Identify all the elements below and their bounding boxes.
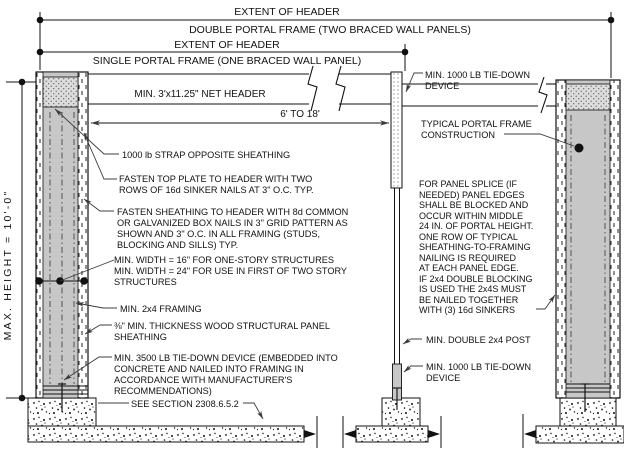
svg-text:SHEATHING: SHEATHING bbox=[114, 332, 167, 342]
svg-text:24 IN. OF PORTAL HEIGHT.: 24 IN. OF PORTAL HEIGHT. bbox=[419, 221, 534, 231]
left-sheathing-edge-right bbox=[78, 72, 88, 398]
portal-frame-anchor-dot bbox=[575, 144, 584, 153]
svg-text:MIN. WIDTH = 24" FOR USE IN FI: MIN. WIDTH = 24" FOR USE IN FIRST OF TWO STORY bbox=[114, 266, 348, 276]
svg-text:SHOWN AND 3" O.C. IN ALL FRAMI: SHOWN AND 3" O.C. IN ALL FRAMING (STUDS, bbox=[117, 229, 321, 239]
svg-text:NEEDED) PANEL EDGES: NEEDED) PANEL EDGES bbox=[419, 190, 525, 200]
center-tie-down-strap bbox=[391, 72, 402, 188]
svg-text:FOR PANEL SPLICE (IF: FOR PANEL SPLICE (IF bbox=[419, 179, 518, 189]
header-break-symbol-far-right bbox=[539, 77, 547, 113]
left-panel-header-block bbox=[43, 77, 78, 107]
label-extent-of-header-double: EXTENT OF HEADER bbox=[234, 6, 340, 18]
svg-text:CONCRETE AND NAILED INTO FRAMI: CONCRETE AND NAILED INTO FRAMING IN bbox=[114, 364, 304, 374]
panel-splice-note bbox=[419, 179, 533, 315]
label-single-portal-frame: SINGLE PORTAL FRAME (ONE BRACED WALL PANEL) bbox=[92, 55, 362, 67]
left-annotations bbox=[114, 150, 348, 409]
right-footing-pedestal bbox=[560, 398, 616, 426]
right-footing-strip bbox=[536, 426, 624, 443]
svg-text:AT EACH PANEL EDGE.: AT EACH PANEL EDGE. bbox=[419, 263, 519, 273]
svg-text:BE NAILED TOGETHER: BE NAILED TOGETHER bbox=[419, 295, 519, 305]
center-footing-pedestal bbox=[382, 398, 420, 426]
header-break-symbol-left bbox=[308, 66, 317, 111]
svg-text:DEVICE: DEVICE bbox=[425, 81, 460, 91]
label-net-header: MIN. 3'x11.25" NET HEADER bbox=[134, 89, 266, 100]
svg-text:ROWS OF 16d SINKER NAILS AT 3": ROWS OF 16d SINKER NAILS AT 3" O.C. TYP. bbox=[119, 185, 314, 195]
svg-text:STRUCTURES: STRUCTURES bbox=[114, 277, 177, 287]
center-strip-break-arrow-left bbox=[344, 430, 356, 438]
right-annotations bbox=[419, 70, 533, 383]
svg-text:WITH (3) 16d SINKERS: WITH (3) 16d SINKERS bbox=[419, 305, 516, 315]
svg-text:NAILING IS REQUIRED: NAILING IS REQUIRED bbox=[419, 253, 517, 263]
label-span: 6' TO 18' bbox=[280, 109, 320, 120]
left-footing-strip bbox=[28, 426, 304, 442]
right-wall-panel bbox=[556, 80, 620, 412]
svg-text:MIN. 1000 LB TIE-DOWN: MIN. 1000 LB TIE-DOWN bbox=[425, 70, 531, 80]
extent-dimension-lines bbox=[37, 12, 615, 78]
right-sheathing-edge-left bbox=[556, 80, 566, 398]
label-max-height: MAX. HEIGHT = 10'-0" bbox=[2, 189, 14, 341]
label-extent-of-header-single: EXTENT OF HEADER bbox=[174, 39, 280, 51]
svg-text:⅜" MIN. THICKNESS WOOD STRUCTU: ⅜" MIN. THICKNESS WOOD STRUCTURAL PANEL bbox=[114, 321, 330, 331]
right-sheathing-edge-right bbox=[610, 80, 620, 398]
center-strip-break-arrow-right bbox=[428, 430, 440, 438]
svg-text:MIN. 1000 LB TIE-DOWN: MIN. 1000 LB TIE-DOWN bbox=[426, 362, 532, 372]
label-double-portal-frame: DOUBLE PORTAL FRAME (TWO BRACED WALL PANELS) bbox=[189, 24, 471, 36]
svg-text:DEVICE: DEVICE bbox=[426, 373, 461, 383]
right-panel-header-block bbox=[566, 84, 610, 110]
svg-text:RECOMMENDATIONS): RECOMMENDATIONS) bbox=[114, 386, 212, 396]
left-panel-core bbox=[43, 72, 78, 398]
svg-text:IS USED THE 2x4S MUST: IS USED THE 2x4S MUST bbox=[419, 284, 527, 294]
right-panel-core bbox=[566, 80, 610, 398]
svg-text:ACCORDANCE WITH MANUFACTURER'S: ACCORDANCE WITH MANUFACTURER'S bbox=[114, 375, 293, 385]
svg-text:SHALL BE BLOCKED AND: SHALL BE BLOCKED AND bbox=[419, 200, 529, 210]
label-double-2x4-post: MIN. DOUBLE 2x4 POST bbox=[426, 335, 531, 345]
svg-text:BLOCKING AND SILLS) TYP.: BLOCKING AND SILLS) TYP. bbox=[117, 240, 239, 250]
svg-text:MIN. 3500 LB TIE-DOWN DEVICE (: MIN. 3500 LB TIE-DOWN DEVICE (EMBEDDED INTO bbox=[114, 353, 338, 363]
svg-text:TYPICAL PORTAL FRAME: TYPICAL PORTAL FRAME bbox=[421, 119, 532, 129]
label-see-section: SEE SECTION 2308.6.5.2 bbox=[131, 399, 239, 409]
svg-text:MIN. WIDTH = 16" FOR ONE-STORY: MIN. WIDTH = 16" FOR ONE-STORY STRUCTURES bbox=[114, 255, 334, 265]
center-footing-strip bbox=[356, 426, 428, 442]
svg-text:ONE ROW OF TYPICAL: ONE ROW OF TYPICAL bbox=[419, 232, 518, 242]
center-post bbox=[391, 72, 402, 410]
left-strip-break-arrow bbox=[304, 430, 316, 438]
svg-text:OR GALVANIZED BOX NAILS IN 3": OR GALVANIZED BOX NAILS IN 3" GRID PATTERN AS bbox=[117, 218, 348, 228]
foundations bbox=[28, 398, 624, 448]
left-sheathing-edge-left bbox=[36, 72, 43, 398]
label-2x4-framing: MIN. 2x4 FRAMING bbox=[120, 304, 202, 314]
svg-text:SHEATHING-TO-FRAMING: SHEATHING-TO-FRAMING bbox=[419, 242, 531, 252]
left-wall-panel bbox=[35, 72, 88, 412]
svg-text:IF 2x4 DOUBLE BLOCKING: IF 2x4 DOUBLE BLOCKING bbox=[419, 274, 533, 284]
svg-text:FASTEN TOP PLATE TO HEADER WIT: FASTEN TOP PLATE TO HEADER WITH TWO bbox=[119, 174, 313, 184]
svg-text:OCCUR WITHIN MIDDLE: OCCUR WITHIN MIDDLE bbox=[419, 211, 523, 221]
svg-text:FASTEN SHEATHING TO HEADER WIT: FASTEN SHEATHING TO HEADER WITH 8d COMMON bbox=[117, 207, 349, 217]
svg-text:CONSTRUCTION: CONSTRUCTION bbox=[421, 130, 496, 140]
label-strap-opposite-sheathing: 1000 lb STRAP OPPOSITE SHEATHING bbox=[122, 150, 291, 160]
right-strip-break-arrow bbox=[524, 430, 536, 438]
